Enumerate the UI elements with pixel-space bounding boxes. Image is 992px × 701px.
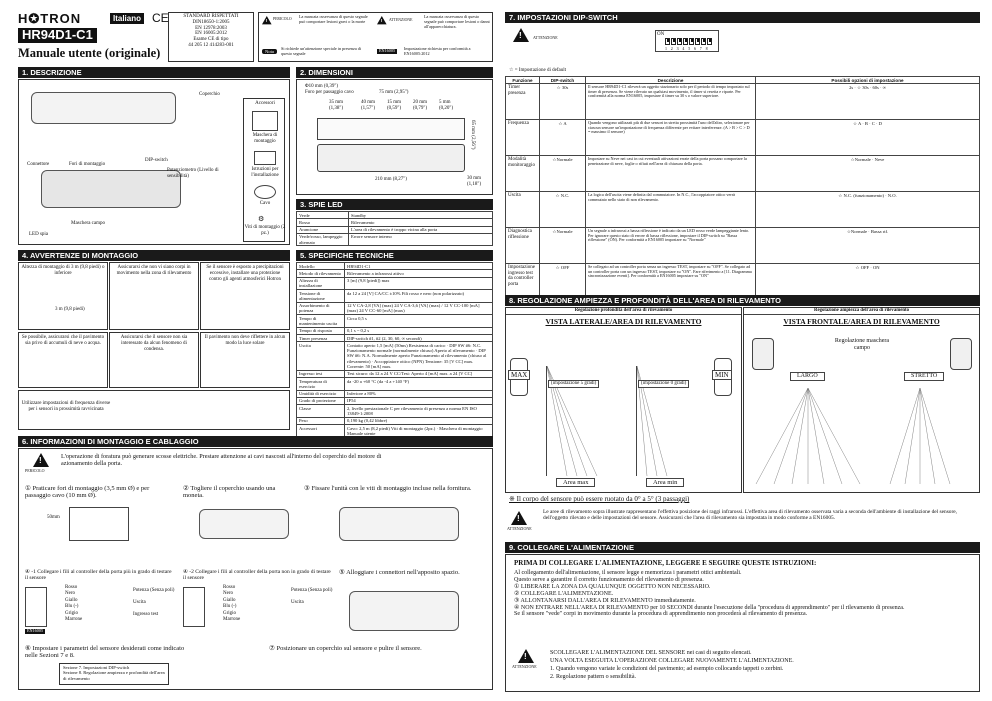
- power-outro: Se il sensore "vede" corpi in movimento durante la procedura di apprendimento non procederà al rilevamento di presenza.: [514, 611, 808, 618]
- warning-text: Il pavimento non deve riflettere in alcun modo la luce solare: [204, 335, 286, 346]
- attention-label: ATTENZIONE: [507, 526, 532, 531]
- spec-value: 2, livello prestazionale C per rilevamento di presenza a norma EN ISO 13849-1:2008: [345, 405, 493, 418]
- header: [18, 12, 493, 64]
- attention-icon: [518, 649, 534, 665]
- dip-cell-opt: 2s · ☆ 30s · 60s · ∞: [756, 84, 980, 120]
- en-text: Impostazione richiesta per conformità a EN16005:2012: [404, 46, 471, 56]
- spec-value: 0,1 s ~ 0,2 s: [345, 327, 493, 334]
- dim-label: 75 mm (2,95"): [379, 90, 409, 95]
- dim-label: 5 mm (0,20"): [439, 100, 454, 111]
- power-attention: [550, 649, 970, 681]
- power-step: ④ NON ENTRARE NELL'AREA DI RILEVAMENTO per 10 SECONDI durante l'esecuzione della "procedura di apprendimento" per il rilevamento di presenza.: [514, 604, 905, 611]
- section-title: 7. IMPOSTAZIONI DIP-SWITCH: [505, 12, 980, 23]
- table-row: [297, 370, 493, 377]
- legend-box: [258, 12, 493, 62]
- section-dimensions: [296, 67, 493, 195]
- mounting-frame: [18, 448, 493, 690]
- spec-key: Ingresso test: [297, 370, 345, 377]
- warning-cell: [200, 332, 290, 388]
- dip-on-label: ON: [657, 32, 665, 37]
- section-specs: [296, 250, 493, 436]
- section-title: 4. AVVERTENZE DI MONTAGGIO: [18, 250, 290, 261]
- wide-label: LARGO: [790, 372, 825, 381]
- spec-key: Classe: [297, 405, 345, 418]
- dip-cell-f: Uscita: [506, 192, 540, 228]
- width-head: Regolazione ampiezza dell'area di rilevamento: [744, 308, 979, 315]
- attention-label: ATTENZIONE: [389, 18, 413, 22]
- led-state: L'area di rilevamento è troppo vicina alla porta: [349, 226, 493, 233]
- wire-label: Blu (-): [223, 604, 237, 610]
- reference-line: Sezione 7. Impostazioni DIP-switch: [63, 665, 130, 670]
- attention-label: ATTENZIONE: [533, 35, 558, 40]
- table-row: [297, 390, 493, 397]
- table-row: [297, 405, 493, 418]
- front-view-drawing: [317, 118, 465, 140]
- table-row: [297, 327, 493, 334]
- description-frame: [18, 79, 290, 245]
- led-table: [296, 211, 493, 246]
- dip-cell-d: ☆ OFF: [540, 264, 586, 300]
- led-color: Verde/rosso, lampeggio alternato: [297, 233, 349, 246]
- table-row: [506, 84, 980, 120]
- warning-text: Se il sensore è esposto a precipitazioni eccessive, installare una protezione contro gli agenti atmosferici Hotron: [206, 265, 284, 282]
- led-color: Verde: [297, 212, 349, 219]
- spec-value: Rilevamento a infrarossi attivo: [345, 270, 493, 277]
- dip-cell-desc: Un segnale a infrarossi a bassa riflessione è indicato da un LED rosso verde lampeggiante lento. Per ignorare questo stato di errore di bassa riflessione, impostare il DIP-switch su "Bassa riflessione" (ON). Per conformità a EN16005 impostare su "Normale": [586, 228, 756, 264]
- min-label: MIN: [712, 370, 732, 380]
- table-row: [506, 228, 980, 264]
- attention-line: UNA VOLTA ESEGUITA L'OPERAZIONE COLLEGARE NUOVAMENTE L'ALIMENTAZIONE.: [550, 658, 794, 665]
- dip-cell-opt: ☆Normale · Neve: [756, 156, 980, 192]
- accessories-box: [243, 98, 285, 242]
- narrow-label: STRETTO: [904, 372, 944, 381]
- section-detection-area: [505, 295, 980, 508]
- dip-table: [505, 76, 980, 300]
- height-label: 3 m (9,8 piedi): [55, 307, 85, 312]
- spec-value: Contatto aperto 1,5 [mA] (50ms) Resistenza di carico · DIP SW #6: N.C. Funzionamento normale (normalmente chiuso) Aperto al rilevamento · DIP SW #6: N.A. Normalmente aperto Funzionamento al rilevamento (chiuso al rilevamento) · Accoppiatore ottico (NPN) Tensione: 35 [V CC] max. Corrente: 50 [mA] max.: [345, 342, 493, 370]
- standard-line: 44 205 12 414283-001: [188, 42, 234, 48]
- area-max-label: Area max: [556, 478, 595, 487]
- table-row: [506, 156, 980, 192]
- dip-label: DIP-switch: [145, 158, 168, 163]
- en-badge: EN16005: [379, 48, 396, 53]
- table-row: [297, 417, 493, 424]
- connector-drawing: [349, 591, 459, 631]
- mask-icon: [252, 111, 278, 131]
- sensor-front-wide: [752, 338, 774, 370]
- spec-key: Timer presenza: [297, 335, 345, 342]
- left-page: [18, 12, 493, 692]
- dim-label: 20 mm (0,79"): [413, 100, 428, 111]
- standard-line: Esame CE di tipo: [193, 37, 229, 42]
- table-row: [297, 290, 493, 303]
- table-row: [297, 342, 493, 370]
- brand-logo: H✪TRON: [18, 11, 82, 26]
- power-intro: Al collegamento dell'alimentazione, il sensore legge e memorizza i parametri ottici ambientali.: [514, 570, 742, 577]
- warning-text: Se possibile, assicurarsi che il pavimento sia privo di accumuli di neve o acqua.: [21, 335, 105, 346]
- depth-head: Regolazione profondità dell'area di rilevamento: [506, 308, 741, 315]
- warning-cell: [18, 262, 108, 330]
- table-row: [297, 397, 493, 404]
- table-row: [297, 219, 493, 226]
- dip-cell-f: Diagnostica riflessione: [506, 228, 540, 264]
- language-badge: Italiano: [110, 13, 144, 24]
- wire-label: Rosso: [65, 585, 78, 590]
- spec-value: Circa 0,5 s: [345, 315, 493, 328]
- attention-line: 1. Quando vengono variate le condizioni del pavimento; ad esempio collocando tappeti o zerbini.: [550, 666, 784, 673]
- narrow-fan: [866, 388, 974, 484]
- wire-function: Uscita: [291, 600, 304, 605]
- side-view-drawing: [317, 144, 465, 172]
- wide-fan: [754, 388, 862, 484]
- dim-label: 15 mm (0,59"): [387, 100, 402, 111]
- connector-label: Connettore: [27, 162, 50, 167]
- dip-cell-f: Timer presenza: [506, 84, 540, 120]
- angle-label: (impostazione 0 gradi): [638, 380, 689, 388]
- wiring-diagram-b: [183, 583, 333, 635]
- led-state: Rilevamento: [349, 219, 493, 226]
- power-heading: PRIMA DI COLLEGARE L'ALIMENTAZIONE, LEGGERE E SEGUIRE QUESTE ISTRUZIONI:: [514, 559, 817, 567]
- wire-label: Grigio: [65, 610, 79, 616]
- wire-function: Potenza (Senza poli): [133, 588, 175, 593]
- spec-value: DIP-switch #1, #2 (2, 30, 60, ∞ secondi): [345, 335, 493, 342]
- spec-key: Accessori: [297, 425, 345, 438]
- dip-cell-opt: ☆ A · B · C · D: [756, 120, 980, 156]
- wire-label: Nero: [65, 591, 75, 597]
- column-header: Possibili opzioni di impostazione: [756, 77, 980, 84]
- wiring-diagram-a: [25, 583, 177, 635]
- table-row: [506, 120, 980, 156]
- standard-line: EN 16005:2012: [195, 31, 227, 37]
- specs-table: [296, 262, 493, 438]
- dip-switch-bank: [665, 38, 712, 45]
- wire-function: Potenza (Senza poli): [291, 588, 333, 593]
- drill-drawing: [69, 507, 129, 541]
- spec-key: Grado di protezione: [297, 397, 345, 404]
- table-row: [297, 212, 493, 219]
- manual-title: Manuale utente (originale): [18, 46, 161, 60]
- attention-label: ATTENZIONE: [512, 664, 537, 669]
- table-row: [297, 277, 493, 290]
- dip-cell-d: ☆ N.C.: [540, 192, 586, 228]
- rotation-note: ※ Il corpo del sensore può essere ruotato da 0° a 5° (3 passaggi): [509, 495, 690, 503]
- spec-key: Modello: [297, 263, 345, 270]
- led-color: Arancione: [297, 226, 349, 233]
- spec-key: Tempo di risposta: [297, 327, 345, 334]
- section-title: 3. SPIE LED: [296, 199, 493, 210]
- attention-line: 2. Regolazione pattern o sensibilità.: [550, 674, 636, 681]
- en-badge: EN16005: [27, 628, 44, 633]
- dip-cell-desc: Il sensore HR94D1-C1 rileverà un oggetto stazionario solo per il periodo di tempo impostato sul timer di presenza. Se viene rilevato un qualsiasi movimento, il timer si resetta e riparte. Per conformità alla norma EN16005, impostare il timer su 30 s o valore superiore.: [586, 84, 756, 120]
- side-view-title: VISTA LATERALE/AREA DI RILEVAMENTO: [545, 316, 702, 326]
- wire-label: Blu (-): [65, 604, 79, 610]
- dip-cell-opt: ☆ N.C. (funzionamento) · N.O.: [756, 192, 980, 228]
- sensor-front-narrow: [950, 338, 972, 370]
- standard-line: STANDARD RISPETTATI: [183, 14, 239, 19]
- mask-label: Maschera di montaggio: [252, 133, 278, 144]
- sensor-cable-box: [183, 587, 205, 627]
- wire-label: Nero: [223, 591, 233, 597]
- dip-cell-d: ☆ A: [540, 120, 586, 156]
- table-row: [297, 378, 493, 391]
- table-row: [506, 192, 980, 228]
- spec-key: Peso: [297, 417, 345, 424]
- sensor-cable-box: [25, 587, 47, 627]
- wire-label: Rosso: [223, 585, 236, 590]
- attention-text: La mancata osservanza di questo segnale può comportare lesioni o danni all'apparecchiatura.: [424, 14, 490, 29]
- beam-fan-wide: [754, 388, 862, 484]
- section-power: [505, 542, 980, 692]
- angle-label: (impostazione 5 gradi): [548, 380, 599, 388]
- standard-line: DIN18650-1:2005: [192, 19, 230, 25]
- spec-value: 3 [m] (9,8 [piedi]) max: [345, 277, 493, 290]
- holes-label: Fori di montaggio: [69, 162, 106, 167]
- spec-value: Inferiore a 80%: [345, 390, 493, 397]
- wire-function: Uscita: [133, 600, 146, 605]
- danger-text: L'operazione di foratura può generare scosse elettriche. Prestare attenzione ai cavi nascosti all'interno del coperchio del motore di azionamento della porta.: [61, 453, 382, 468]
- warning-text: Assicurarsi che il sensore non sia interessato da alcun fenomeno di condensa.: [120, 335, 188, 352]
- right-page: [505, 12, 980, 692]
- dim-label: 65 mm (2,56"): [469, 120, 475, 150]
- dip-cell-desc: Se collegato ad un controller porta senza un ingresso TEST, impostare su "OFF". Se collegato ad un controller porta con un ingresso TEST, impostare su "ON". Fare riferimento a [11. Diagramma sincronizzazione eventi]. Per conformità a EN16005 impostare su "ON": [586, 264, 756, 300]
- attention-icon: [511, 511, 527, 527]
- front-view-title: VISTA FRONTALE/AREA DI RILEVAMENTO: [783, 316, 940, 326]
- power-step: ① LIBERARE LA ZONA DA QUALUNQUE OGGETTO NON NECESSARIO.: [514, 583, 711, 590]
- standard-line: EN 12978:2003: [195, 25, 227, 31]
- section-title: 2. DIMENSIONI: [296, 67, 493, 78]
- spec-key: Altezza di installazione: [297, 277, 345, 290]
- danger-icon: [33, 453, 49, 469]
- ce-mark: CE: [152, 11, 169, 25]
- note-badge: Nota: [262, 49, 277, 54]
- dip-cell-desc: Impostare su Neve nei casi in cui eventuali attivazioni errate della porta possano comportare la penetrazione di neve, foglie o rifiuti nell'area di chiusura della porta.: [586, 156, 756, 192]
- attention-icon: [513, 28, 529, 44]
- dimensions-frame: [296, 79, 493, 195]
- table-row: [297, 270, 493, 277]
- detection-attention: [505, 509, 980, 537]
- spec-value: 0,190 kg (0,42 libbre): [345, 417, 493, 424]
- wire-label: Giallo: [223, 597, 236, 603]
- warning-text: Utilizzare impostazioni di frequenza diverse per i sensori in prossimità ravvicinata: [21, 401, 111, 412]
- note-text: Si richiede un'attenzione speciale in presenza di questo segnale: [281, 46, 362, 56]
- wire-label: Marrone: [65, 617, 83, 623]
- warning-text: Altezza di montaggio di 3 m (9,8 piedi) o inferiore: [21, 265, 105, 276]
- dim-label: 210 mm (8,27"): [375, 177, 407, 182]
- table-row: [297, 226, 493, 233]
- screws-icon: ⚙: [258, 215, 265, 223]
- dip-switch-overview: [655, 30, 719, 52]
- warning-cell: [200, 262, 290, 330]
- power-intro: Questo serve a garantire il corretto funzionamento del rilevamento di presenza.: [514, 576, 704, 583]
- max-label: MAX: [508, 370, 530, 380]
- warning-cell: [109, 332, 199, 388]
- section-title: 6. INFORMAZIONI DI MONTAGGIO E CABLAGGIO: [18, 436, 493, 447]
- danger-label: PERICOLO: [25, 468, 45, 473]
- step-7: ⑦ Posizionare un coperchio sul sensore e pulire il sensore.: [269, 645, 422, 652]
- led-label: LED spia: [29, 232, 49, 237]
- spec-key: Temperatura di esercizio: [297, 378, 345, 391]
- sensor-cover-drawing: [31, 92, 176, 124]
- section-title: 5. SPECIFICHE TECNICHE: [296, 250, 493, 261]
- dip-cell-f: Frequenza: [506, 120, 540, 156]
- dip-cell-f: Modalità monitoraggio: [506, 156, 540, 192]
- spec-value: HR94D1-C1: [345, 263, 493, 270]
- dim-label: Φ10 mm (0,39"): [305, 84, 339, 89]
- dip-numbers: 1 2 3 4 5 6 7 8: [665, 46, 709, 52]
- mask-regulation-label: Regolazione maschera campo: [834, 338, 890, 351]
- cable-label: Cavo: [259, 201, 271, 206]
- step-1: ① Praticare fori di montaggio (3,5 mm Ø) e per passaggio cavo (10 mm Ø).: [25, 485, 150, 500]
- coin-drawing: [199, 509, 289, 539]
- table-row: [297, 335, 493, 342]
- dim-label: 30 mm (1,18"): [467, 176, 482, 187]
- reference-box: [59, 663, 169, 685]
- step-6: ⑥ Impostare i parametri del sensore desiderati come indicato nelle Sezioni 7 e 8.: [25, 645, 185, 660]
- spec-value: da 12 a 24 [V] CA/CC ±10% Fili rosso e nero (non polarizzato): [345, 290, 493, 303]
- step-3: ③ Fissare l'unità con le viti di montaggio incluse nella fornitura.: [304, 485, 472, 492]
- power-frame: [505, 554, 980, 692]
- danger-label: PERICOLO: [273, 17, 292, 21]
- area-min-label: Area min: [646, 478, 684, 487]
- width-panel: [743, 307, 980, 493]
- power-step: ② COLLEGARE L'ALIMENTAZIONE.: [514, 590, 614, 597]
- dim-label: 40 mm (1,57"): [361, 100, 376, 111]
- dip-cell-f: Impostazione ingresso test da controller porta: [506, 264, 540, 300]
- spec-key: Assorbimento di potenza: [297, 302, 345, 315]
- section-dip-switch: [505, 12, 980, 297]
- table-row: [297, 302, 493, 315]
- column-header: DIP-switch: [540, 77, 586, 84]
- section-mounting-wiring: [18, 436, 493, 690]
- standards-box: [168, 12, 254, 62]
- spec-key: Tempo di mantenimento uscita: [297, 315, 345, 328]
- dip-cell-d: ☆Normale: [540, 156, 586, 192]
- warning-cell: [109, 262, 199, 330]
- table-row: [297, 315, 493, 328]
- led-state: Standby: [349, 212, 493, 219]
- led-state: Errore sensore interno: [349, 233, 493, 246]
- wire-label: Giallo: [65, 597, 78, 603]
- step-2: ② Togliere il coperchio usando una moneta.: [183, 485, 276, 500]
- dim-label: 35 mm (1,38"): [329, 100, 344, 111]
- table-row: [297, 233, 493, 246]
- attention-line: SCOLLEGARE L'ALIMENTAZIONE DEL SENSORE nei casi di seguito elencati.: [550, 650, 752, 656]
- column-header: Descrizione: [586, 77, 756, 84]
- spec-value: 12 V CA-2,8 [VA] (max) 24 V CA-3,6 [VA] (max) / 12 V CC-100 [mA] (max) 24 V CC-60 [mA] (max): [345, 302, 493, 315]
- accessories-title: Accessori: [255, 101, 275, 106]
- section-title: 1. DESCRIZIONE: [18, 67, 290, 78]
- step1-dim: 50mm: [47, 515, 60, 520]
- warning-cell: [18, 390, 290, 430]
- default-note: ☆ = Impostazione di default: [509, 68, 567, 73]
- spec-key: Uscita: [297, 342, 345, 370]
- dip-cell-desc: Quando vengono utilizzati più di due sensori in stretta prossimità l'uno dell'altro, selezionare per ciascun sensore un'impostazione di frequenza differente per evitare interferenze. (A > B > C > D = massimo il sensore): [586, 120, 756, 156]
- attention-text: Le aree di rilevamento sopra illustrate rappresentano l'effettiva posizione dei raggi infrarossi. L'effettiva area di rilevamento osservata varia a seconda dell'ambiente di installazione del sensore, dell'oggetto rilevato e delle impostazioni del sensore. Assicurarsi che l'area di rilevamento sia impostata in modo conforme a EN16005.: [543, 509, 958, 522]
- dip-cell-opt: ☆Normale · Bassa rif.: [756, 228, 980, 264]
- dip-cell-desc: La logica dell'uscita viene definita dal commutatore. In N.C., l'accoppiatore ottico verrà commutato nello stato di non rilevamento.: [586, 192, 756, 228]
- spec-value: da -20 a +60 °C (da -4 a +140 °F): [345, 378, 493, 391]
- wire-label: Marrone: [223, 617, 241, 623]
- table-row: [297, 263, 493, 270]
- step-4b: ④ -2 Collegare i fili al controller della porta non in grado di testare il sensore: [183, 569, 331, 582]
- spec-key: Tensione di alimentazione: [297, 290, 345, 303]
- mount-drawing: [339, 507, 459, 541]
- power-step: ③ ALLONTANARSI DALL'AREA DI RILEVAMENTO immediatamente.: [514, 597, 696, 604]
- spec-key: Umidità di esercizio: [297, 390, 345, 397]
- dip-cell-d: ☆Normale: [540, 228, 586, 264]
- section-description: [18, 67, 290, 245]
- wire-label: Grigio: [223, 610, 237, 616]
- mask-field-label: Maschera campo: [71, 221, 106, 226]
- warning-text: Assicurarsi che non vi siano corpi in movimento nella zona di rilevamento: [116, 265, 192, 276]
- step-5: ⑤ Alloggiare i connettori nell'apposito spazio.: [339, 569, 460, 576]
- section-mounting-warnings: [18, 250, 290, 430]
- depth-panel: [505, 307, 742, 493]
- step-4a: ④ -1 Collegare i fili al controller della porta più in grado di testare il sensore: [25, 569, 172, 582]
- instructions-label: Istruzioni per l'installazione: [251, 167, 279, 178]
- spec-value: Test sicuro: da 12 a 24 V CC/Test: Aperto 4 [mA] max. a 24 [V CC]: [345, 370, 493, 377]
- sensor-body-drawing: [41, 170, 181, 208]
- warning-cell: [18, 332, 108, 388]
- spec-value: Cavo: 2,5 m (8,2 piedi) Viti di montaggio (2pz.) · Maschera di montaggio Manuale utente: [345, 425, 493, 438]
- dip-cell-opt: ☆ OFF · ON: [756, 264, 980, 300]
- section-title: 8. REGOLAZIONE AMPIEZZA E PROFONDITÀ DELL'AREA DI RILEVAMENTO: [505, 295, 980, 306]
- led-color: Rosso: [297, 219, 349, 226]
- table-header-row: [506, 77, 980, 84]
- dim-label: Foro per passaggio cavo: [305, 90, 354, 95]
- cable-icon: [254, 185, 276, 199]
- reference-line: Sezione 8. Regolazione ampiezza e profondità dell'area di rilevamento: [63, 670, 165, 681]
- cover-label: Coperchio: [199, 92, 220, 97]
- dip-cell-d: ☆ 30s: [540, 84, 586, 120]
- spec-key: Metodo di rilevamento: [297, 270, 345, 277]
- column-header: Funzione: [506, 77, 540, 84]
- screws-label: Viti di montaggio (2 pz.): [244, 225, 286, 236]
- section-title: 9. COLLEGARE L'ALIMENTAZIONE: [505, 542, 980, 553]
- pot-label: Potenziometro (Livello di sensibilità): [167, 168, 219, 179]
- instructions-icon: [254, 151, 276, 165]
- section-led: [296, 199, 493, 247]
- model-title: HR94D1-C1: [18, 28, 97, 43]
- danger-text: La mancata osservanza di questo segnale può comportare lesioni gravi o la morte: [299, 14, 368, 24]
- wire-function: Ingresso test: [133, 612, 159, 617]
- spec-value: IP54: [345, 397, 493, 404]
- beam-fan-narrow: [866, 388, 974, 484]
